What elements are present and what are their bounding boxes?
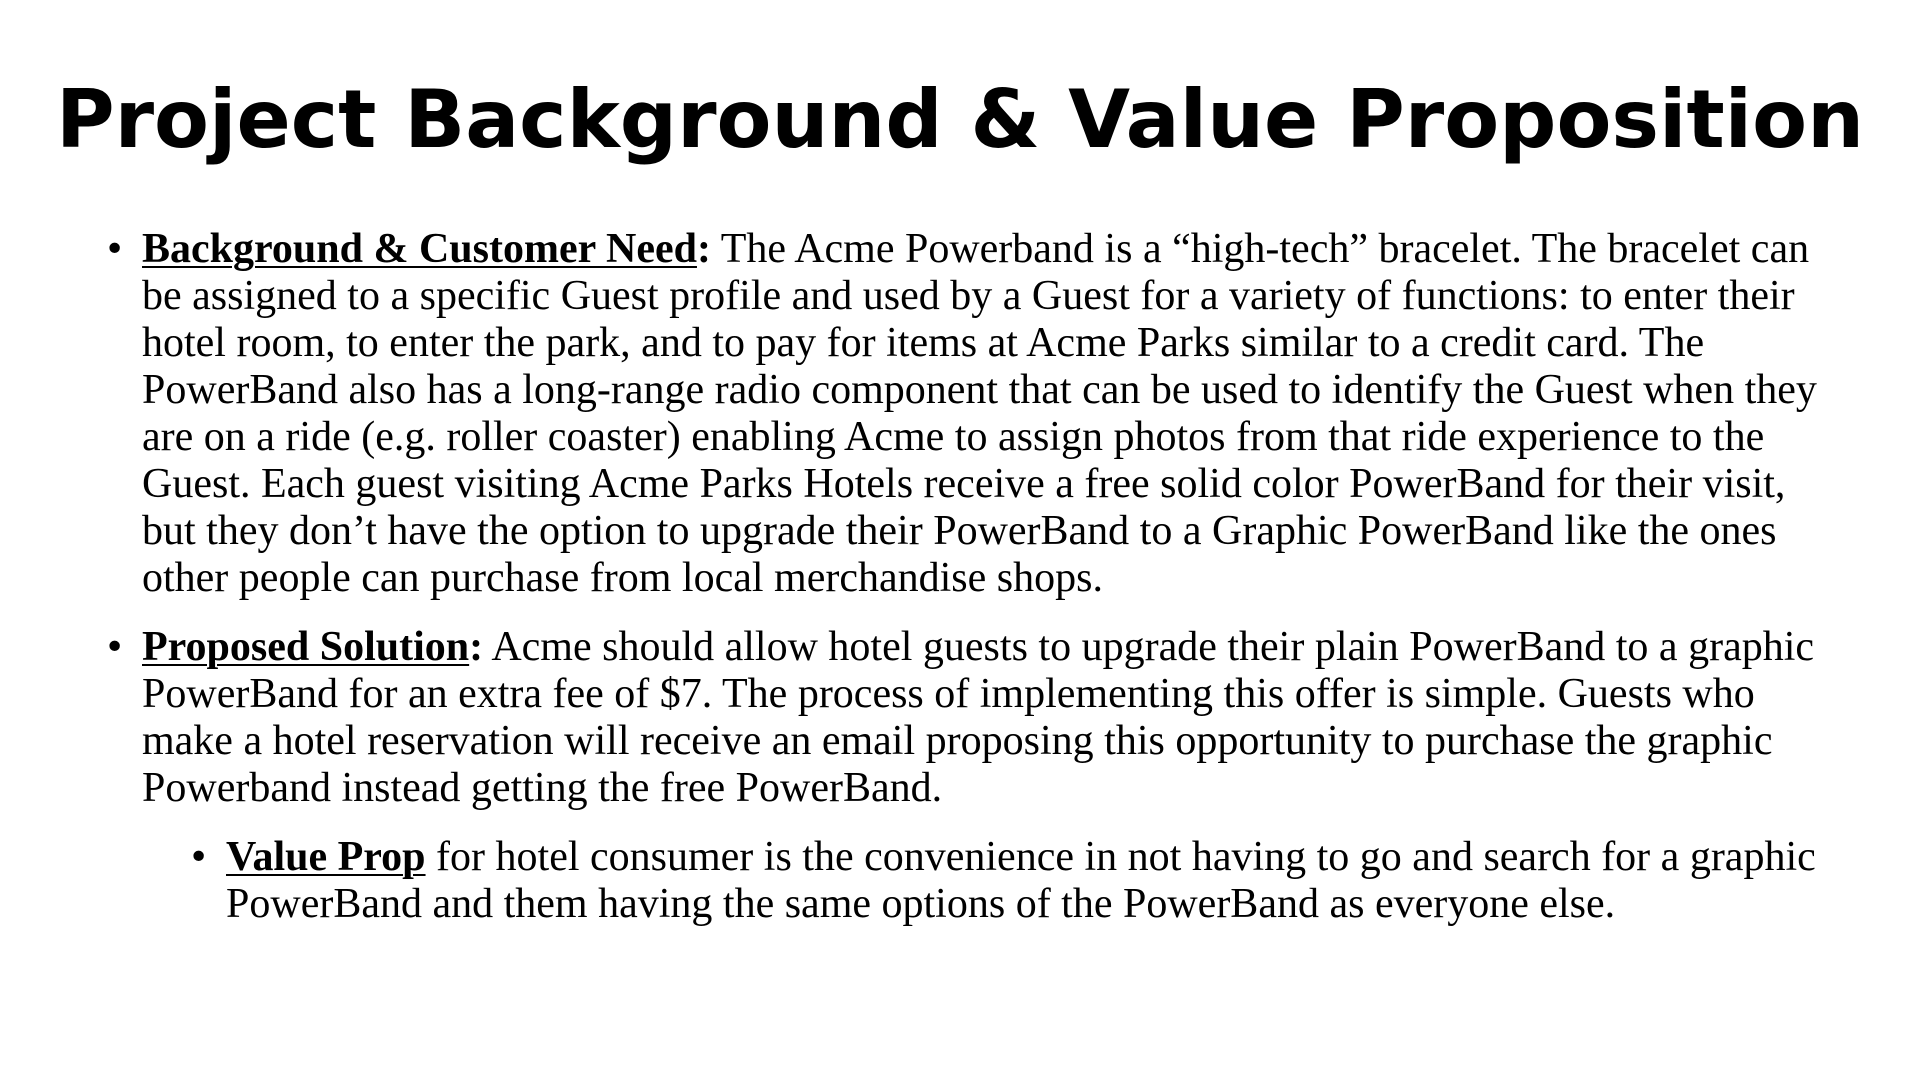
sub-bullet-text-value-prop: for hotel consumer is the convenience in not having to go and search for a graphic PowerBand and them having the same options of the PowerBand as everyone else. bbox=[226, 834, 1816, 927]
bullet-label-background: Background & Customer Need bbox=[142, 226, 697, 272]
sub-bullet-dot-icon: • bbox=[188, 837, 210, 878]
bullet-separator: : bbox=[469, 624, 484, 670]
bullet-background bbox=[100, 226, 1840, 602]
sub-bullet-value-prop bbox=[142, 834, 1840, 928]
bullet-label-proposed-solution: Proposed Solution bbox=[142, 624, 470, 670]
bullet-separator: : bbox=[696, 226, 711, 272]
sub-bullet-label-value-prop: Value Prop bbox=[226, 834, 426, 880]
bullet-text-background: The Acme Powerband is a “high-tech” bracelet. The bracelet can be assigned to a specific Guest profile and used by a Guest for a variety of functions: to enter their hotel room, to enter the park, and to pay for items at Acme Parks similar to a credit card. The PowerBand also has a long-range radio component that can be used to identify the Guest when they are on a ride (e.g. roller coaster) enabling Acme to assign photos from that ride experience to the Guest. Each guest visiting Acme Parks Hotels receive a free solid color PowerBand for their visit, but they don’t have the option to upgrade their PowerBand to a Graphic PowerBand like the ones other people can purchase from local merchandise shops. bbox=[142, 226, 1817, 601]
bullet-dot-icon: • bbox=[104, 627, 126, 668]
slide-title: Project Background & Value Proposition bbox=[55, 73, 1865, 166]
bullet-proposed-solution bbox=[100, 624, 1840, 928]
bullet-dot-icon: • bbox=[104, 229, 126, 270]
slide-body bbox=[100, 226, 1840, 950]
bullet-text-proposed-solution: Acme should allow hotel guests to upgrade their plain PowerBand to a graphic PowerBand for an extra fee of $7. The process of implementing this offer is simple. Guests who make a hotel reservation will receive an email proposing this opportunity to purchase the graphic Powerband instead getting the free PowerBand. bbox=[142, 624, 1815, 811]
